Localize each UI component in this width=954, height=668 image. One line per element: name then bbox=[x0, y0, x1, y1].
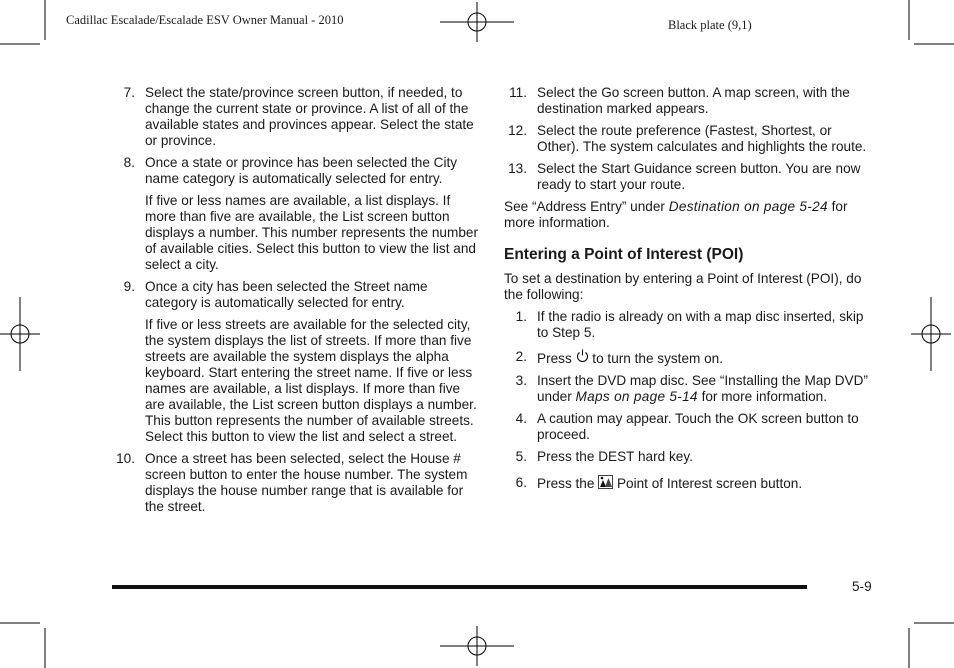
step-number: 12. bbox=[508, 123, 527, 138]
step-text: Select the state/province screen button, if needed, to change the current state or province. A list of all of the available states and provinces appear. Select the state or province. bbox=[145, 85, 474, 148]
step-number: 7. bbox=[123, 85, 135, 100]
see-also-paragraph bbox=[504, 199, 874, 231]
step-8-note: If five or less names are available, a list displays. If more than five are available, the List screen button displays a number. This number represents the number of available cities. Select this button to view the list and select a city. bbox=[145, 193, 478, 272]
step-text-prefix: Press the bbox=[537, 476, 599, 491]
step-text: Select the Go screen button. A map screen, with the destination marked appears. bbox=[537, 85, 850, 116]
step-12 bbox=[504, 123, 874, 155]
step-text-suffix: for more information. bbox=[697, 389, 827, 404]
maps-page-link[interactable]: Maps on page 5-14 bbox=[575, 389, 698, 404]
see-also-prefix: See “Address Entry” under bbox=[504, 199, 669, 214]
destination-page-link[interactable]: Destination on page 5-24 bbox=[668, 199, 828, 214]
step-number: 13. bbox=[508, 161, 527, 176]
step-text: If the radio is already on with a map disc inserted, skip to Step 5. bbox=[537, 309, 864, 340]
step-13 bbox=[504, 161, 874, 193]
step-number: 11. bbox=[509, 85, 527, 100]
step-text-prefix: Press bbox=[537, 351, 576, 366]
step-text: Select the route preference (Fastest, Shortest, or Other). The system calculates and highlights the route. bbox=[537, 123, 867, 154]
step-10 bbox=[112, 451, 482, 515]
manual-title: Cadillac Escalade/Escalade ESV Owner Manual - 2010 bbox=[66, 13, 344, 27]
step-11 bbox=[504, 85, 874, 117]
step-text: Once a state or province has been selected the City name category is automatically selected for entry. bbox=[145, 155, 458, 186]
step-number: 9. bbox=[123, 279, 135, 294]
step-number: 8. bbox=[123, 155, 135, 170]
step-text: Select the Start Guidance screen button. You are now ready to start your route. bbox=[537, 161, 861, 192]
poi-step-5 bbox=[504, 449, 874, 465]
see-also-suffix: for more information. bbox=[504, 199, 848, 230]
step-9-note: If five or less streets are available for the selected city, the system displays the list of streets. If more than five streets are available the system displays the alpha keyboard. Start entering the street name. If five or less names are available, a list displays. If more than five are available, the List screen button displays a number. This button represents the number of available streets. Select this button to view the list and select a street. bbox=[145, 317, 477, 444]
step-number: 1. bbox=[515, 309, 527, 324]
step-text-suffix: Point of Interest screen button. bbox=[613, 476, 803, 491]
footer-rule bbox=[112, 585, 807, 589]
step-number: 5. bbox=[515, 449, 527, 464]
step-text-prefix: Insert the DVD map disc. See “Installing the Map DVD” under bbox=[537, 373, 868, 404]
step-number: 6. bbox=[515, 475, 527, 490]
poi-step-4 bbox=[504, 411, 874, 443]
step-text: Once a city has been selected the Street name category is automatically selected for entry. bbox=[145, 279, 428, 310]
step-text: Once a street has been selected, select the House # screen button to enter the house number. The system displays the house number range that is available for the street. bbox=[145, 451, 468, 514]
step-8 bbox=[112, 155, 482, 187]
page-number: 5-9 bbox=[852, 579, 872, 594]
step-number: 4. bbox=[515, 411, 527, 426]
step-9 bbox=[112, 279, 482, 311]
point-of-interest-icon bbox=[598, 475, 613, 489]
plate-label: Black plate (9,1) bbox=[668, 18, 752, 32]
step-number: 2. bbox=[515, 349, 527, 364]
step-text-suffix: to turn the system on. bbox=[588, 351, 724, 366]
left-column bbox=[112, 85, 482, 521]
poi-step-3 bbox=[504, 373, 874, 405]
poi-step-6 bbox=[504, 475, 874, 492]
right-column bbox=[504, 85, 874, 498]
poi-step-1 bbox=[504, 309, 874, 341]
section-intro: To set a destination by entering a Point of Interest (POI), do the following: bbox=[504, 271, 862, 302]
step-number: 10. bbox=[116, 451, 135, 466]
poi-step-2 bbox=[504, 349, 874, 367]
step-number: 3. bbox=[515, 373, 527, 388]
power-icon bbox=[576, 349, 589, 362]
step-text: A caution may appear. Touch the OK screen button to proceed. bbox=[537, 411, 859, 442]
step-text: Press the DEST hard key. bbox=[537, 449, 693, 464]
step-7 bbox=[112, 85, 482, 149]
section-heading: Entering a Point of Interest (POI) bbox=[504, 246, 744, 263]
